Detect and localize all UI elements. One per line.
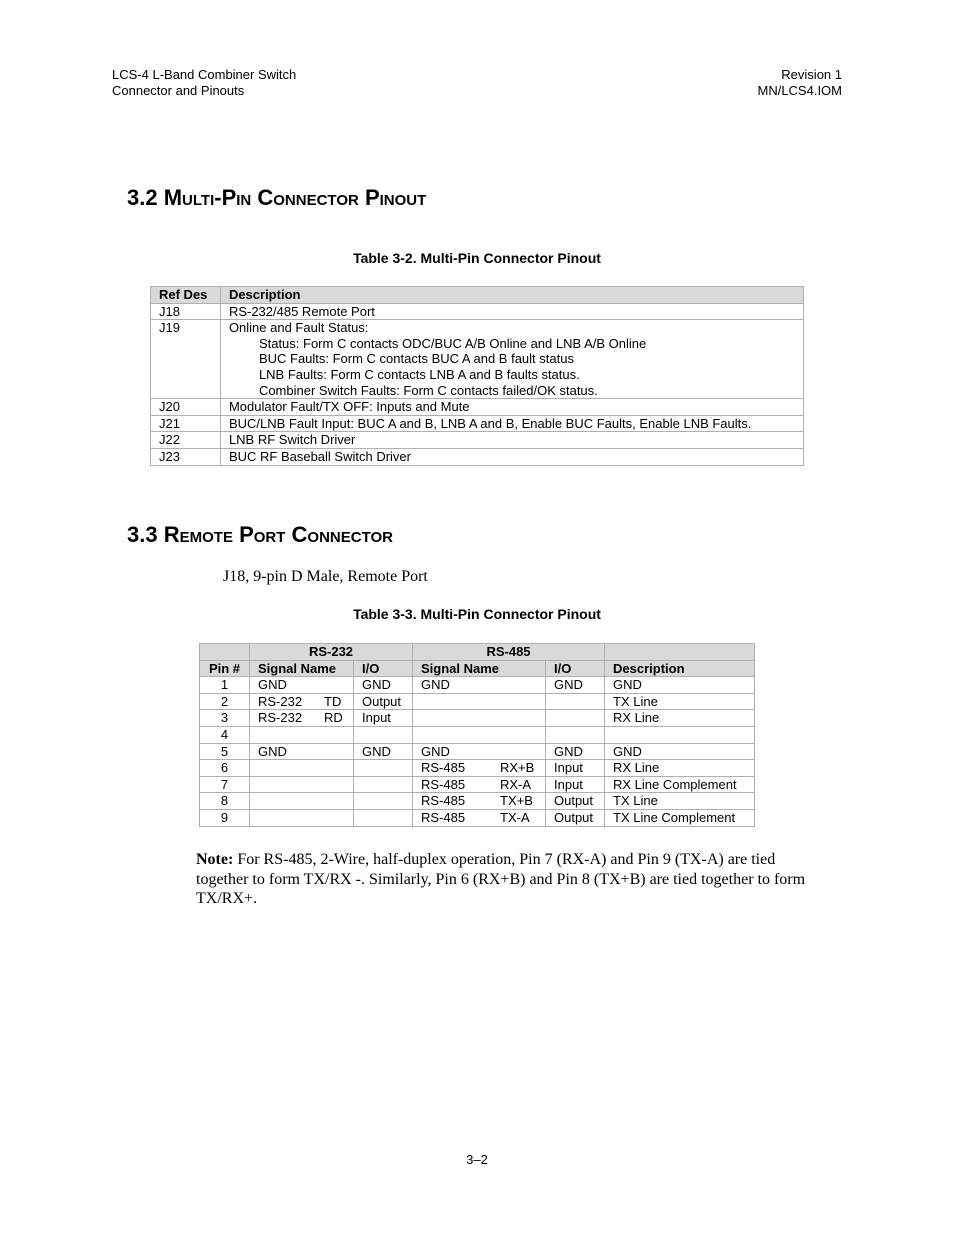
col-description: Description <box>220 287 803 304</box>
description-cell: RX Line <box>605 760 755 777</box>
table-row <box>200 710 755 727</box>
table-row <box>200 693 755 710</box>
heading-initial: R <box>163 522 180 547</box>
running-header-right <box>600 67 842 99</box>
heading-smallcaps: ort <box>253 522 286 547</box>
rs232-io-cell <box>354 726 413 743</box>
description-cell <box>220 320 803 399</box>
section-3-3-heading <box>127 522 393 548</box>
group-empty <box>200 644 250 661</box>
description-line: Online and Fault Status: <box>228 320 369 336</box>
description-cell <box>605 726 755 743</box>
rs232-signal-cell <box>250 809 354 826</box>
group-rs232: RS-232 <box>250 644 413 661</box>
pin-cell: 9 <box>200 809 250 826</box>
rs232-signal-cell <box>250 793 354 810</box>
rs485-signal-cell <box>413 677 546 694</box>
note-text: For RS-485, 2-Wire, half-duplex operation, Pin 7 (RX-A) and Pin 9 (TX-A) are tied together to form TX/RX -. Similarly, Pin 6 (RX+B) and Pin 8 (TX+B) are tied together to form TX/RX+. <box>196 851 806 907</box>
table-row <box>200 776 755 793</box>
heading-initial: P <box>232 522 254 547</box>
rs485-note <box>196 850 826 909</box>
section-number: 3.3 <box>127 522 158 547</box>
signal-line: RX+B <box>500 760 535 776</box>
table-row <box>151 432 804 449</box>
ref-des-cell: J23 <box>151 448 221 465</box>
description-line: BUC/LNB Fault Input: BUC A and B, LNB A and B, Enable BUC Faults, Enable LNB Faults. <box>228 415 752 431</box>
connector-pinout-table <box>150 286 804 466</box>
page-number: 3–2 <box>466 1152 488 1167</box>
pin-cell: 8 <box>200 793 250 810</box>
description-cell: GND <box>605 677 755 694</box>
rs232-io-cell <box>354 793 413 810</box>
col-pin: Pin # <box>200 660 250 677</box>
description-cell: TX Line <box>605 793 755 810</box>
table-row <box>151 320 804 399</box>
pin-cell: 4 <box>200 726 250 743</box>
table-row <box>151 303 804 320</box>
description-subline: Combiner Switch Faults: Form C contacts failed/OK status. <box>258 382 598 398</box>
note-label: Note: <box>196 851 234 868</box>
signal-name: GND <box>258 677 287 693</box>
rs232-signal-cell <box>250 677 354 694</box>
rs485-io-cell: Input <box>546 776 605 793</box>
table-header-row <box>151 287 804 304</box>
table-row <box>200 809 755 826</box>
signal-line: RD <box>324 710 343 726</box>
rs485-io-cell: Output <box>546 793 605 810</box>
rs232-io-cell <box>354 809 413 826</box>
rs232-io-cell <box>354 760 413 777</box>
header-revision: Revision 1 <box>781 67 842 82</box>
pin-cell: 6 <box>200 760 250 777</box>
remote-port-intro: J18, 9-pin D Male, Remote Port <box>223 568 428 585</box>
header-doc-number: MN/LCS4.IOM <box>757 83 842 98</box>
rs232-signal-cell <box>250 743 354 760</box>
description-cell: GND <box>605 743 755 760</box>
rs485-io-cell: Output <box>546 809 605 826</box>
header-subtitle: Connector and Pinouts <box>112 83 245 98</box>
table-row <box>200 726 755 743</box>
rs485-io-cell: Input <box>546 760 605 777</box>
table-row <box>200 677 755 694</box>
table-row <box>151 448 804 465</box>
col-rs485-signal: Signal Name <box>413 660 546 677</box>
heading-initial: C <box>251 185 274 210</box>
description-subline: BUC Faults: Form C contacts BUC A and B fault status <box>258 351 574 367</box>
rs485-signal-cell <box>413 760 546 777</box>
ref-des-cell: J18 <box>151 303 221 320</box>
rs232-signal-cell <box>250 760 354 777</box>
signal-line: TD <box>324 693 342 709</box>
rs485-signal-cell <box>413 809 546 826</box>
rs485-signal-cell <box>413 743 546 760</box>
heading-smallcaps: ulti <box>182 185 215 210</box>
table-row <box>200 793 755 810</box>
heading-smallcaps: in <box>236 185 252 210</box>
rs485-io-cell: GND <box>546 743 605 760</box>
remote-port-pinout-table <box>199 643 755 827</box>
description-subline: Status: Form C contacts ODC/BUC A/B Online and LNB A/B Online <box>258 335 647 351</box>
col-rs485-io: I/O <box>546 660 605 677</box>
col-rs232-io: I/O <box>354 660 413 677</box>
signal-name: RS-485 <box>421 809 466 825</box>
heading-initial: C <box>285 522 308 547</box>
header-title: LCS-4 L-Band Combiner Switch <box>112 67 297 82</box>
heading-initial: P <box>358 185 380 210</box>
table-row <box>200 743 755 760</box>
col-description: Description <box>605 660 755 677</box>
signal-line: TX+B <box>500 793 533 809</box>
section-number: 3.2 <box>127 185 158 210</box>
description-cell <box>220 399 803 416</box>
description-line: RS-232/485 Remote Port <box>228 303 375 319</box>
signal-name: GND <box>421 677 450 693</box>
signal-name: GND <box>258 743 287 759</box>
rs485-signal-cell <box>413 726 546 743</box>
description-cell: RX Line <box>605 710 755 727</box>
signal-name: RS-232 <box>258 693 303 709</box>
rs485-signal-cell <box>413 710 546 727</box>
table-row <box>151 399 804 416</box>
heading-smallcaps: onnector <box>273 185 359 210</box>
ref-des-cell: J22 <box>151 432 221 449</box>
heading-smallcaps: emote <box>179 522 233 547</box>
pin-cell: 5 <box>200 743 250 760</box>
heading-smallcaps: inout <box>379 185 427 210</box>
rs485-io-cell: GND <box>546 677 605 694</box>
signal-name: RS-232 <box>258 710 303 726</box>
description-cell <box>220 303 803 320</box>
section-3-2-heading <box>127 185 426 211</box>
group-rs485: RS-485 <box>413 644 605 661</box>
table-3-2-caption: Table 3-2. Multi-Pin Connector Pinout <box>353 250 601 266</box>
rs232-signal-cell <box>250 710 354 727</box>
rs232-signal-cell <box>250 693 354 710</box>
description-cell <box>220 448 803 465</box>
rs232-signal-cell <box>250 776 354 793</box>
col-rs232-signal: Signal Name <box>250 660 354 677</box>
description-line: Modulator Fault/TX OFF: Inputs and Mute <box>228 399 470 415</box>
table-row <box>151 415 804 432</box>
rs232-io-cell: GND <box>354 677 413 694</box>
signal-name: RS-485 <box>421 760 466 776</box>
group-empty-desc <box>605 644 755 661</box>
rs232-io-cell: Output <box>354 693 413 710</box>
heading-initial: -P <box>214 185 237 210</box>
group-header-row <box>200 644 755 661</box>
rs232-io-cell <box>354 776 413 793</box>
rs232-io-cell: Input <box>354 710 413 727</box>
description-cell <box>220 415 803 432</box>
signal-name: RS-485 <box>421 793 466 809</box>
rs485-signal-cell <box>413 776 546 793</box>
heading-initial: M <box>163 185 183 210</box>
signal-name: GND <box>421 743 450 759</box>
description-cell: TX Line Complement <box>605 809 755 826</box>
col-ref-des: Ref Des <box>151 287 221 304</box>
rs485-io-cell <box>546 710 605 727</box>
pin-cell: 1 <box>200 677 250 694</box>
rs485-io-cell <box>546 693 605 710</box>
rs485-signal-cell <box>413 793 546 810</box>
description-line: LNB RF Switch Driver <box>228 432 356 448</box>
heading-smallcaps: onnector <box>307 522 393 547</box>
table-row <box>200 760 755 777</box>
description-cell: TX Line <box>605 693 755 710</box>
rs485-signal-cell <box>413 693 546 710</box>
signal-line: TX-A <box>500 809 530 825</box>
running-header-left <box>112 67 296 99</box>
ref-des-cell: J20 <box>151 399 221 416</box>
pin-cell: 2 <box>200 693 250 710</box>
description-cell <box>220 432 803 449</box>
rs232-io-cell: GND <box>354 743 413 760</box>
ref-des-cell: J21 <box>151 415 221 432</box>
signal-line: RX-A <box>500 776 532 792</box>
column-header-row <box>200 660 755 677</box>
rs485-io-cell <box>546 726 605 743</box>
ref-des-cell: J19 <box>151 320 221 399</box>
description-line: BUC RF Baseball Switch Driver <box>228 448 411 464</box>
pin-cell: 3 <box>200 710 250 727</box>
description-subline: LNB Faults: Form C contacts LNB A and B faults status. <box>258 366 580 382</box>
pin-cell: 7 <box>200 776 250 793</box>
signal-name: RS-485 <box>421 776 466 792</box>
table-3-3-caption: Table 3-3. Multi-Pin Connector Pinout <box>353 606 601 622</box>
rs232-signal-cell <box>250 726 354 743</box>
description-cell: RX Line Complement <box>605 776 755 793</box>
